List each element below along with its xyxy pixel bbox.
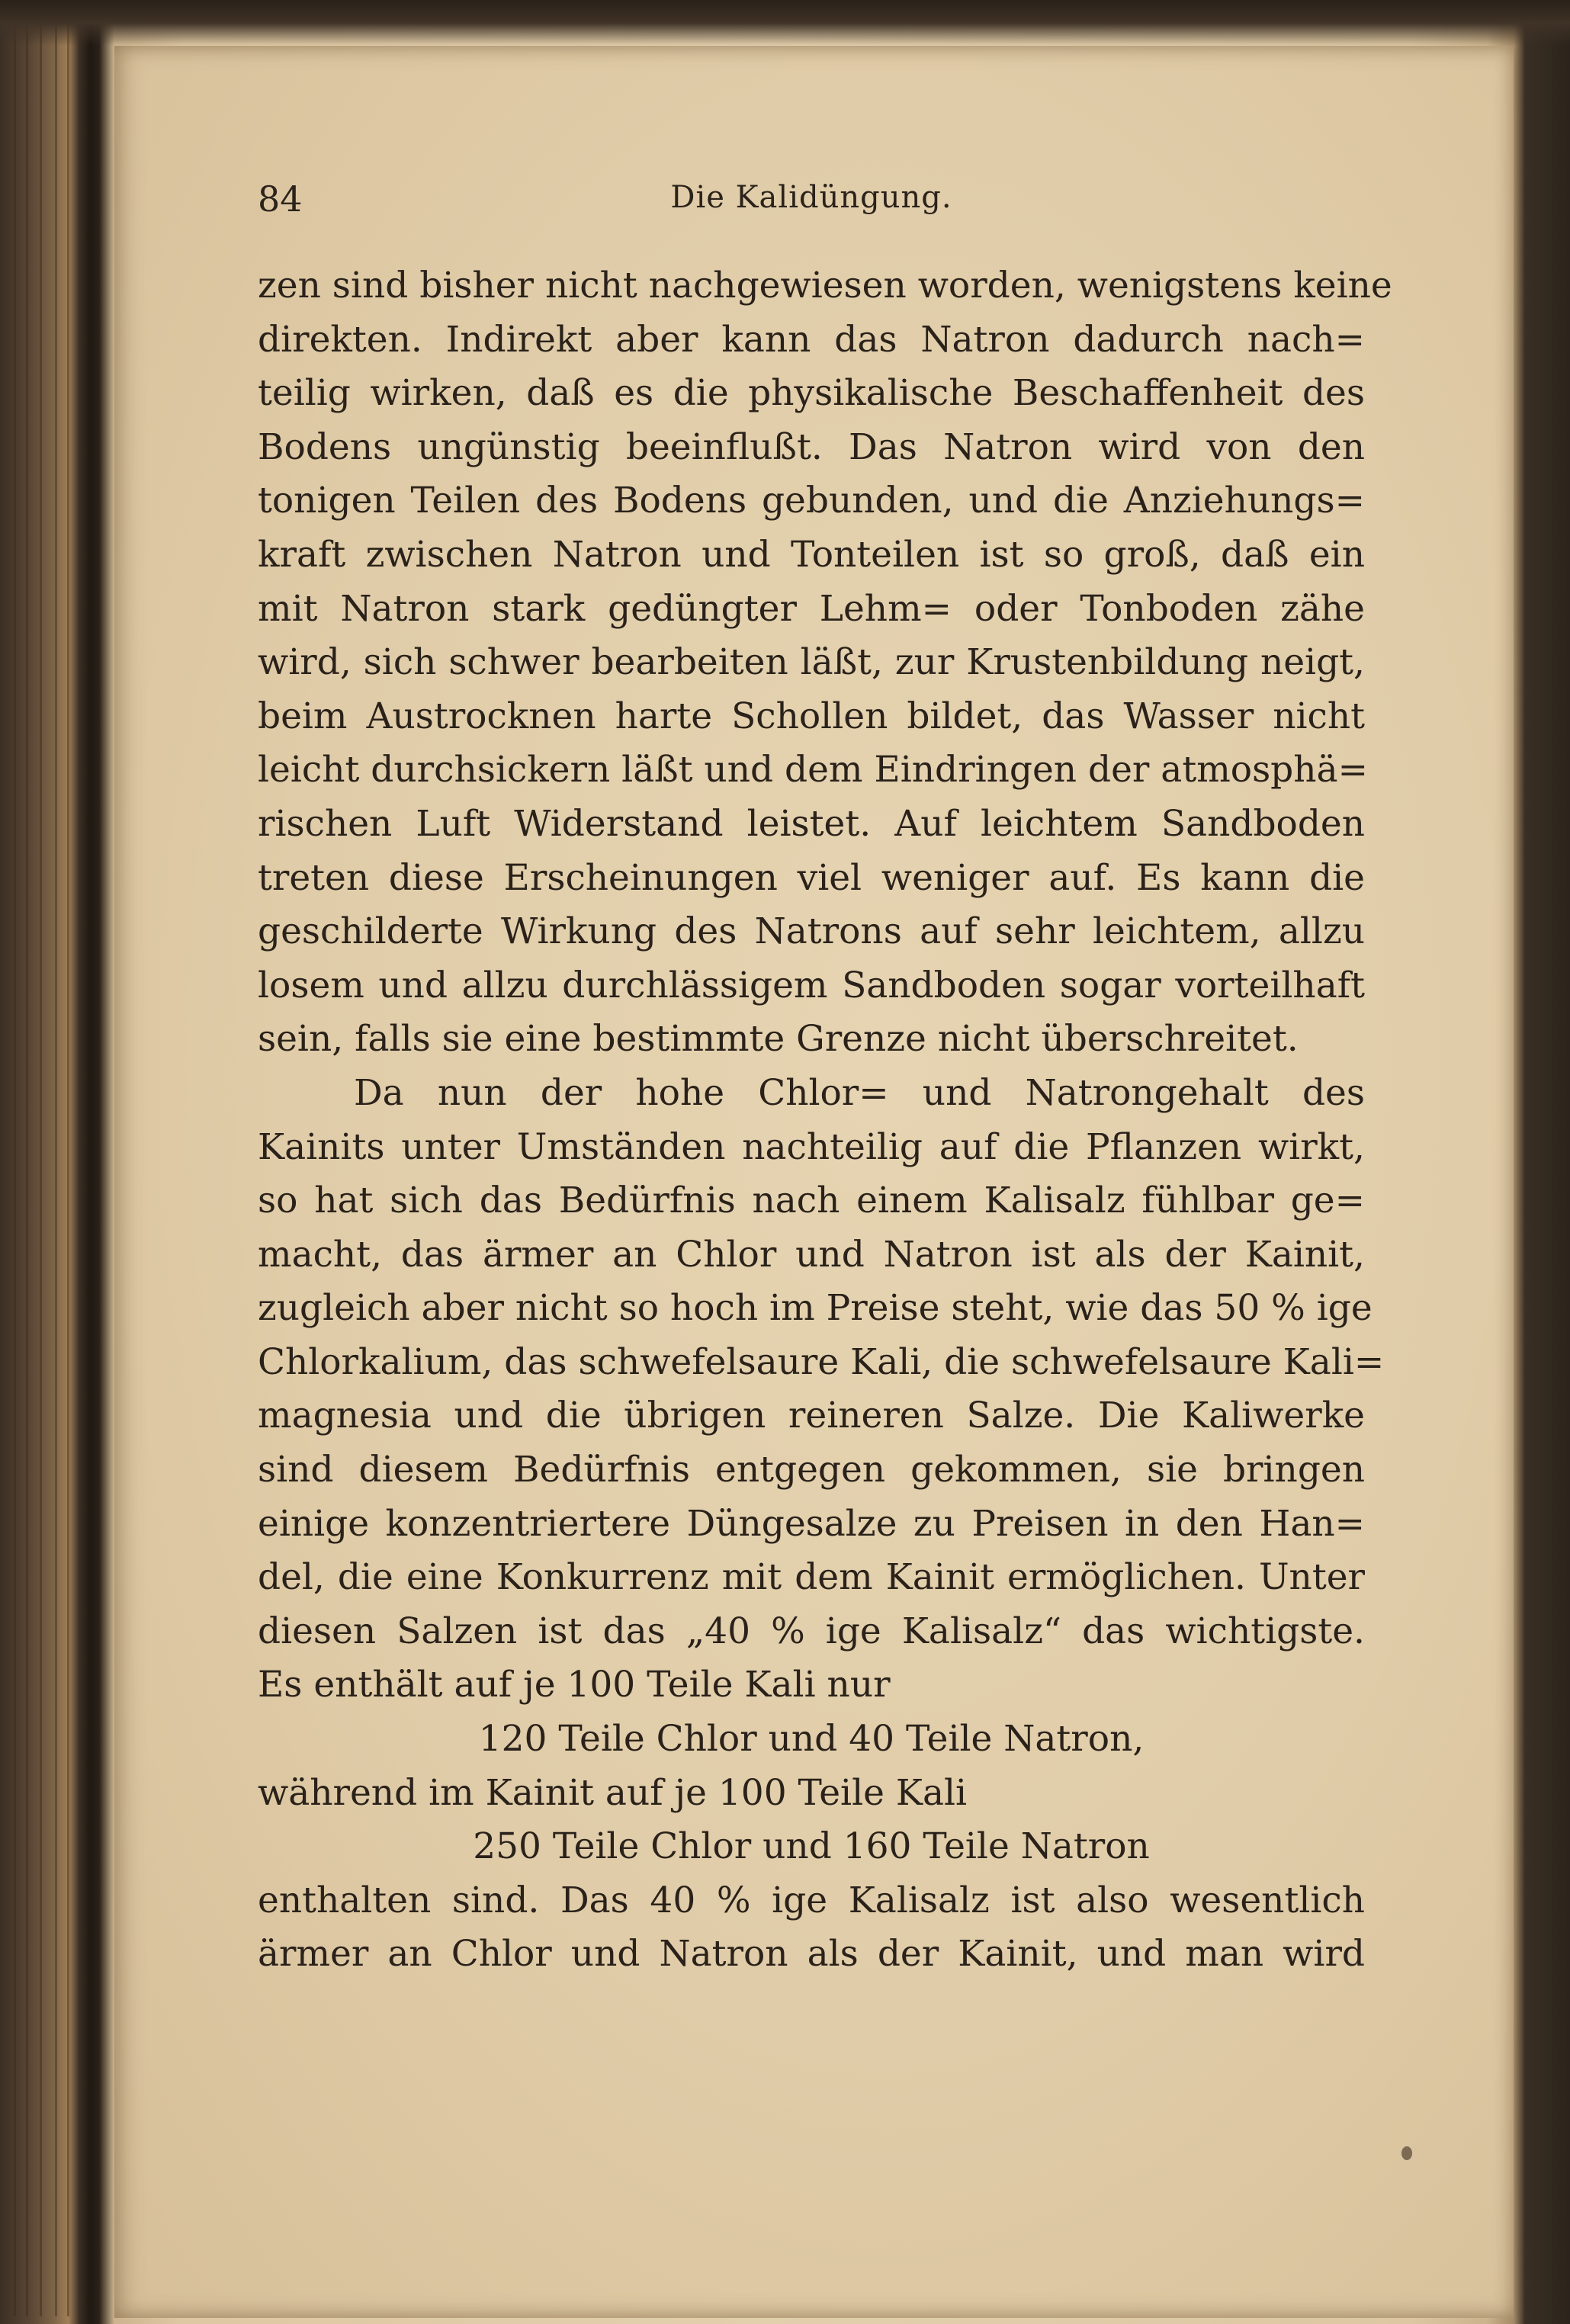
page-edge [67,15,69,2316]
page-edge [40,15,42,2316]
text-line: Bodens ungünstig beeinflußt. Das Natron wird von den [258,425,1365,468]
text-line: direkten. Indirekt aber kann das Natron dadurch nach= [258,318,1365,361]
text-line: sein, falls sie eine bestimmte Grenze nicht überschreitet. [258,1018,1299,1061]
paragraph-first-line: Da nun der hohe Chlor= und Natrongehalt des [354,1071,1365,1114]
running-head [258,172,1365,233]
text-line: del, die eine Konkurrenz mit dem Kainit ermöglichen. Unter [258,1556,1365,1599]
top-shadow [0,0,1570,46]
text-line: einige konzentriertere Düngesalze zu Preisen in den Han= [258,1502,1365,1545]
text-line: Kainits unter Umständen nachteilig auf die Pflanzen wirkt, [258,1125,1365,1168]
text-line: geschilderte Wirkung des Natrons auf sehr leichtem, allzu [258,910,1365,953]
text-line: mit Natron stark gedüngter Lehm= oder Tonboden zähe [258,587,1365,630]
running-head-title: Die Kalidüngung. [670,180,952,215]
text-line: zugleich aber nicht so hoch im Preise steht, wie das 50 % ige [258,1287,1373,1330]
text-line: zen sind bisher nicht nachgewiesen worden, wenigstens keine [258,265,1392,307]
body-text [258,259,1392,1982]
text-line: beim Austrocknen harte Schollen bildet, das Wasser nicht [258,695,1365,737]
text-line: magnesia und die übrigen reineren Salze. Die Kaliwerke [258,1395,1365,1437]
ink-smudge [1401,2146,1412,2160]
text-line: Es enthält auf je 100 Teile Kali nur [258,1664,891,1706]
text-line: treten diese Erscheinungen viel weniger auf. Es kann die [258,856,1365,899]
text-line: teilig wirken, daß es die physikalische Beschaffenheit des [258,372,1365,415]
page-edge [55,15,57,2316]
centered-formula-line: 120 Teile Chlor und 40 Teile Natron, [478,1718,1145,1761]
text-line: rischen Luft Widerstand leistet. Auf leichtem Sandboden [258,802,1365,845]
text-line: tonigen Teilen des Bodens gebunden, und die Anziehungs= [258,480,1365,522]
text-line: ärmer an Chlor und Natron als der Kainit, und man wird [258,1933,1365,1976]
text-line: während im Kainit auf je 100 Teile Kali [258,1771,968,1814]
text-line: enthalten sind. Das 40 % ige Kalisalz ist also wesentlich [258,1879,1365,1921]
text-line: leicht durchsickern läßt und dem Eindringen der atmosphä= [258,749,1368,791]
page-edge [26,15,28,2316]
centered-formula-line: 250 Teile Chlor und 160 Teile Natron [473,1825,1150,1868]
text-line: diesen Salzen ist das „40 % ige Kalisalz“ das wichtigste. [258,1610,1365,1652]
text-line: losem und allzu durchlässigem Sandboden sogar vorteilhaft [258,964,1365,1006]
text-line: sind diesem Bedürfnis entgegen gekommen, sie bringen [258,1449,1365,1491]
text-line: Chlorkalium, das schwefelsaure Kali, die schwefelsaure Kali= [258,1340,1385,1383]
text-line: so hat sich das Bedürfnis nach einem Kalisalz fühlbar ge= [258,1180,1365,1222]
text-line: kraft zwischen Natron und Tonteilen ist so groß, daß ein [258,533,1365,576]
text-line: wird, sich schwer bearbeiten läßt, zur Krustenbildung neigt, [258,641,1365,684]
page-edge [14,15,16,2316]
text-line: macht, das ärmer an Chlor und Natron ist als der Kainit, [258,1233,1365,1276]
page-number: 84 [258,178,303,220]
